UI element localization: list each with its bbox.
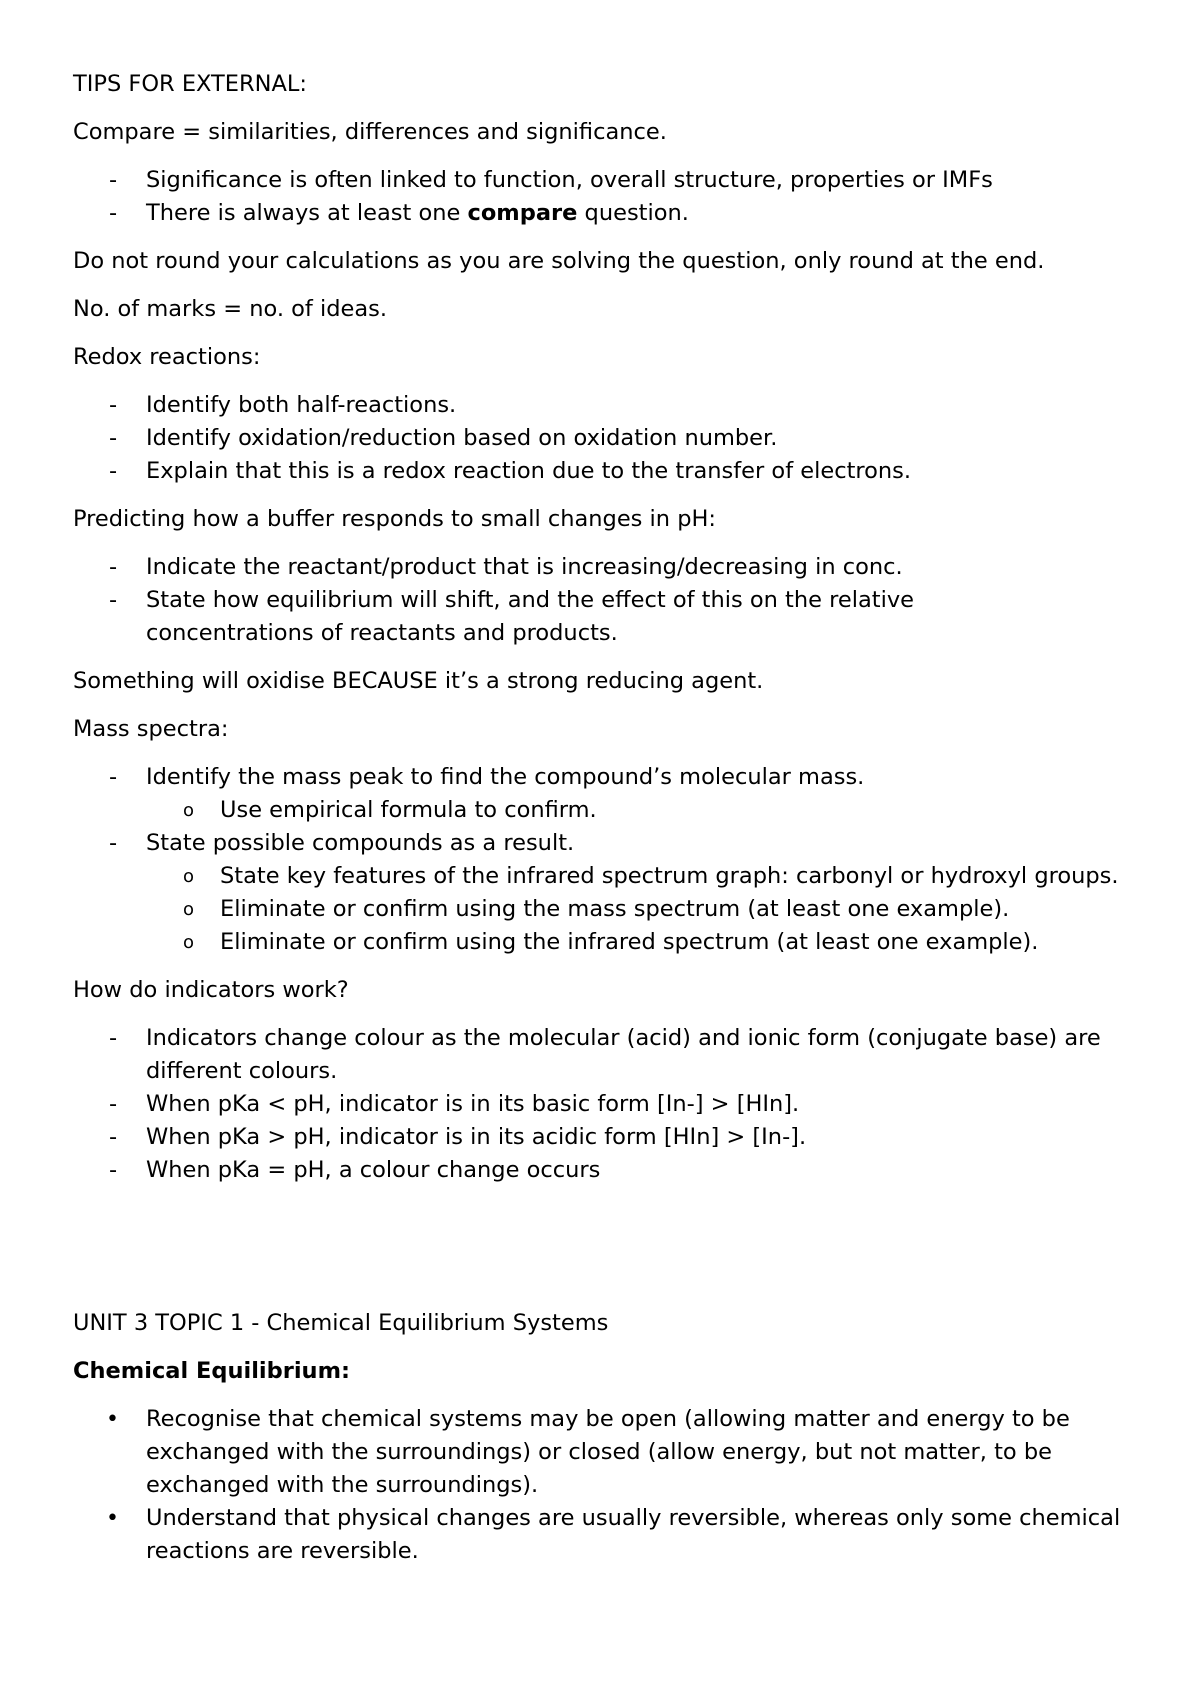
circle-marker: o (183, 899, 195, 920)
bullet-marker: • (106, 1407, 119, 1432)
dash-marker: - (109, 1157, 118, 1183)
equilibrium-list (73, 1403, 1133, 1568)
mass-spectra-heading: Mass spectra: (73, 716, 229, 742)
sub-list-item-text: Eliminate or confirm using the mass spectrum (at least one example). (220, 896, 1010, 922)
list-item (73, 455, 1133, 488)
list-item (73, 1022, 1146, 1088)
list-item (73, 761, 1133, 827)
list-item (73, 1403, 1146, 1502)
list-item-text: When pKa > pH, indicator is in its acidic form [HIn] > [In-]. (146, 1124, 807, 1150)
indicators-heading: How do indicators work? (73, 977, 349, 1003)
dash-marker: - (109, 167, 118, 193)
sub-list-item-text: Eliminate or confirm using the infrared spectrum (at least one example). (220, 929, 1039, 955)
redox-heading: Redox reactions: (73, 344, 261, 370)
section-heading: Chemical Equilibrium: (73, 1358, 351, 1384)
sub-list-item (73, 860, 1170, 893)
sub-list-item (73, 926, 1133, 959)
list-item (73, 1502, 1146, 1568)
dash-marker: - (109, 425, 118, 451)
compare-definition: Compare = similarities, differences and significance. (73, 119, 667, 145)
dash-marker: - (109, 200, 118, 226)
list-item-text-after: question. (577, 200, 689, 226)
list-item-text: Significance is often linked to function, overall structure, properties or IMFs (146, 167, 993, 193)
buffer-heading: Predicting how a buffer responds to small changes in pH: (73, 506, 716, 532)
dash-marker: - (109, 554, 118, 580)
sub-list-item (73, 794, 1133, 827)
sub-list-item-text: Use empirical formula to confirm. (220, 797, 597, 823)
list-item-text: When pKa = pH, a colour change occurs (146, 1157, 601, 1183)
bullet-marker: • (106, 1506, 119, 1531)
list-item (73, 197, 1133, 230)
list-item-text: When pKa < pH, indicator is in its basic form [In-] > [HIn]. (146, 1091, 800, 1117)
list-item (73, 389, 1133, 422)
list-item-text: Recognise that chemical systems may be open (allowing matter and energy to be exchanged with the surroundings) or closed (allow energy, but not matter, to be exchanged with the surroundings). (146, 1406, 1070, 1498)
circle-marker: o (183, 800, 195, 821)
buffer-list (73, 551, 1133, 650)
oxidise-tip: Something will oxidise BECAUSE it’s a strong reducing agent. (73, 668, 764, 694)
dash-marker: - (109, 1025, 118, 1051)
emphasis-compare: compare (467, 200, 578, 226)
dash-marker: - (109, 458, 118, 484)
list-item-text: State possible compounds as a result. (146, 830, 575, 856)
circle-marker: o (183, 932, 195, 953)
marks-tip: No. of marks = no. of ideas. (73, 296, 388, 322)
dash-marker: - (109, 764, 118, 790)
sub-list-item-text: State key features of the infrared spectrum graph: carbonyl or hydroxyl groups. (220, 863, 1119, 889)
list-item-text: Indicators change colour as the molecular (acid) and ionic form (conjugate base) are different colours. (146, 1025, 1101, 1084)
dash-marker: - (109, 392, 118, 418)
dash-marker: - (109, 587, 118, 613)
list-item-text: Understand that physical changes are usually reversible, whereas only some chemical reactions are reversible. (146, 1505, 1121, 1564)
list-item (73, 1121, 1133, 1154)
list-item (73, 422, 1133, 455)
sub-list-item (73, 893, 1133, 926)
document-body (73, 68, 1133, 1583)
list-item (73, 551, 1133, 584)
list-item (73, 584, 1066, 650)
list-item (73, 164, 1133, 197)
dash-marker: - (109, 1091, 118, 1117)
circle-marker: o (183, 866, 195, 887)
compare-list (73, 164, 1133, 230)
list-item-text: State how equilibrium will shift, and the effect of this on the relative concentrations of reactants and products. (146, 587, 914, 646)
list-item-text: Identify both half-reactions. (146, 392, 457, 418)
list-item-text: Explain that this is a redox reaction due to the transfer of electrons. (146, 458, 912, 484)
list-item-text: Identify oxidation/reduction based on oxidation number. (146, 425, 778, 451)
redox-list (73, 389, 1133, 488)
sub-list (146, 860, 1133, 959)
list-item (73, 1088, 1133, 1121)
indicators-list (73, 1022, 1133, 1187)
dash-marker: - (109, 1124, 118, 1150)
list-item-text-before: There is always at least one (146, 200, 468, 226)
list-item-text: Indicate the reactant/product that is increasing/decreasing in conc. (146, 554, 903, 580)
mass-spectra-list (73, 761, 1133, 959)
sub-list (146, 794, 1133, 827)
list-item (73, 827, 1133, 959)
rounding-tip: Do not round your calculations as you are solving the question, only round at the end. (73, 248, 1045, 274)
tips-heading: TIPS FOR EXTERNAL: (73, 71, 307, 97)
section-spacer (73, 1202, 1133, 1307)
list-item (73, 1154, 1133, 1187)
unit-title: UNIT 3 TOPIC 1 - Chemical Equilibrium Systems (73, 1310, 609, 1336)
list-item-text: Identify the mass peak to find the compound’s molecular mass. (146, 764, 865, 790)
dash-marker: - (109, 830, 118, 856)
